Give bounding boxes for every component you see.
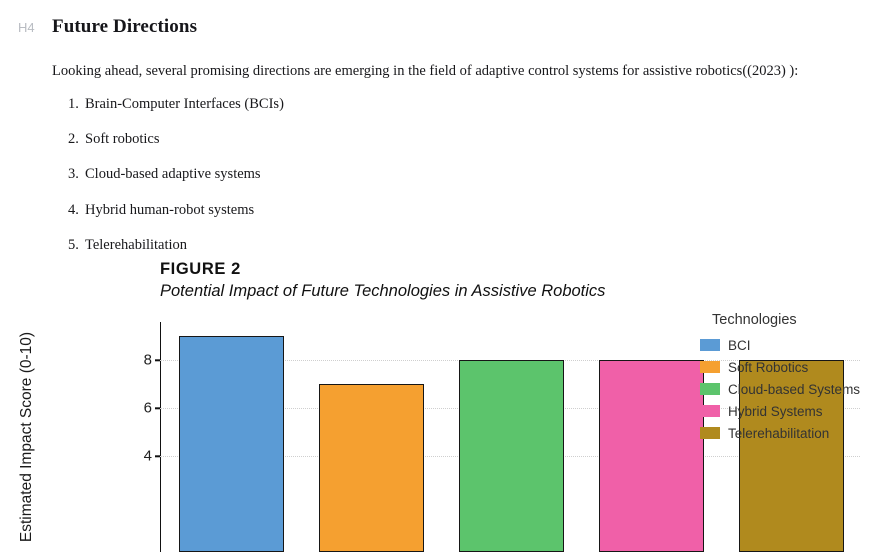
list-item-number: 1.	[68, 95, 79, 112]
list-item-number: 5.	[68, 237, 79, 254]
list-item	[52, 166, 882, 183]
list-item-label: Brain-Computer Interfaces (BCIs)	[85, 95, 284, 112]
legend-label: Telerehabilitation	[728, 425, 830, 441]
legend-label: BCI	[728, 337, 751, 353]
document-body	[0, 0, 882, 255]
y-tick-label: 6	[143, 399, 152, 417]
y-tick-label: 8	[143, 351, 152, 369]
legend-swatch-icon	[700, 405, 720, 417]
bar-cloud-based-systems	[459, 360, 564, 552]
legend-item	[700, 380, 880, 398]
bar-bci	[179, 336, 284, 552]
list-item	[52, 96, 882, 113]
list-item-number: 3.	[68, 166, 79, 183]
list-item-label: Telerehabilitation	[85, 237, 188, 254]
list-item	[52, 202, 882, 219]
y-tick-label: 4	[143, 447, 152, 465]
future-directions-list	[0, 96, 882, 255]
y-tick-mark	[155, 360, 160, 361]
legend-swatch-icon	[700, 361, 720, 373]
legend-swatch-icon	[700, 383, 720, 395]
legend-label: Hybrid Systems	[728, 403, 823, 419]
figure-label: FIGURE 2	[160, 260, 241, 278]
legend-item	[700, 402, 880, 420]
list-item	[52, 131, 882, 148]
legend-item	[700, 358, 880, 376]
list-item-label: Hybrid human-robot systems	[85, 201, 255, 218]
legend-swatch-icon	[700, 427, 720, 439]
figure-2	[0, 252, 882, 552]
y-tick-mark	[155, 408, 160, 409]
legend-title: Technologies	[712, 312, 797, 328]
legend-swatch-icon	[700, 339, 720, 351]
legend-label: Cloud-based Systems	[728, 381, 861, 397]
bar-hybrid-systems	[599, 360, 704, 552]
heading-level-tag: H4	[18, 20, 35, 35]
list-item-number: 4.	[68, 201, 79, 218]
legend-item	[700, 424, 880, 442]
legend-item	[700, 336, 880, 354]
y-axis-label: Estimated Impact Score (0-10)	[18, 331, 35, 543]
bar-soft-robotics	[319, 384, 424, 552]
list-item-label: Soft robotics	[85, 130, 160, 147]
list-item-number: 2.	[68, 130, 79, 147]
list-item-label: Cloud-based adaptive systems	[85, 166, 261, 183]
legend-label: Soft Robotics	[728, 359, 809, 375]
y-tick-mark	[155, 455, 160, 456]
figure-caption: Potential Impact of Future Technologies in Assistive Robotics	[160, 282, 606, 300]
intro-paragraph: Looking ahead, several promising directions are emerging in the field of adaptive control systems for assistive robotics((2023) ):	[52, 63, 799, 79]
page-title: Future Directions	[52, 16, 198, 37]
section-heading	[0, 0, 882, 38]
chart-legend	[700, 312, 880, 446]
